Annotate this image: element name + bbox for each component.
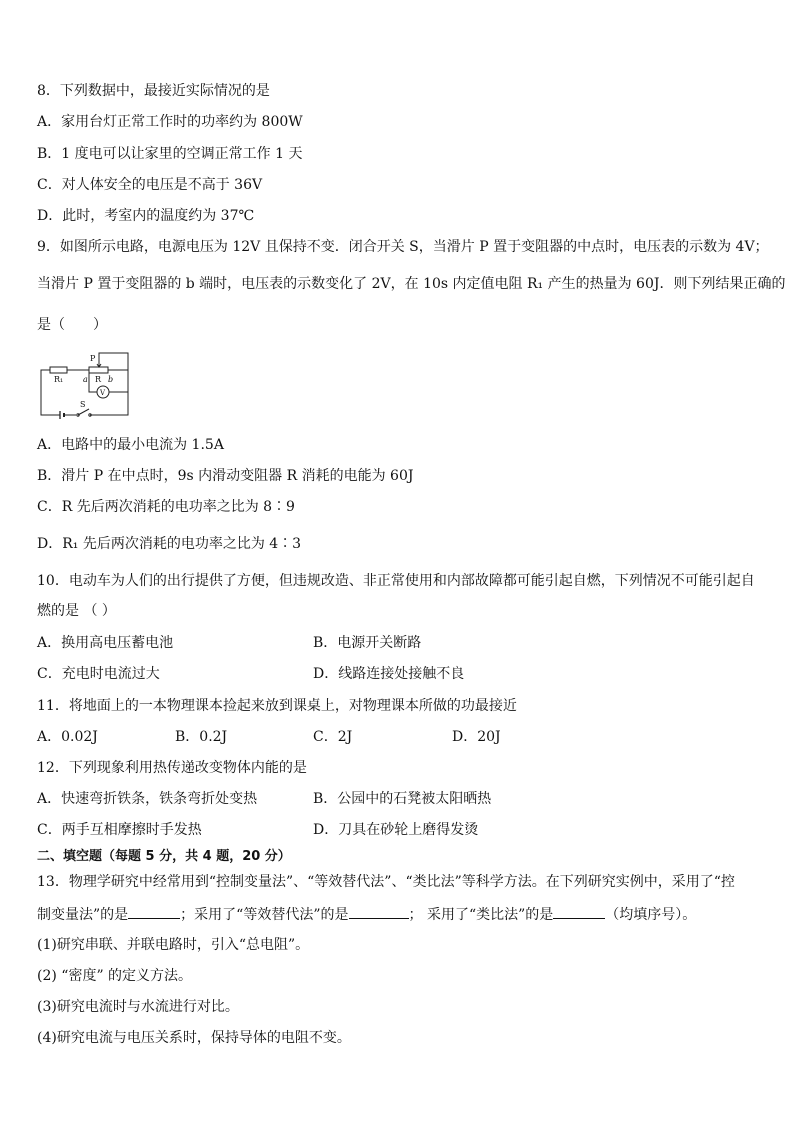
circuit-diagram	[36, 350, 136, 420]
q12-option-c: C．两手互相摩擦时手发热	[37, 822, 202, 838]
q9-stem-line1: 9．如图所示电路，电源电压为 12V 且保持不变．闭合开关 S，当滑片 P 置于变阻器的中点时，电压表的示数为 4V；	[37, 239, 769, 255]
q12-option-d: D．刀具在砂轮上磨得发烫	[313, 822, 479, 838]
label-v: V	[100, 389, 106, 397]
q13-stem-part3: ； 采用了“类比法”的是	[408, 907, 554, 923]
label-p: P	[90, 354, 96, 363]
q10-option-d: D．线路连接处接触不良	[313, 666, 465, 682]
r1-resistor	[50, 367, 67, 373]
q9-option-c: C．R 先后两次消耗的电功率之比为 8∶9	[37, 499, 295, 515]
q12-option-a: A．快速弯折铁条，铁条弯折处变热	[37, 791, 258, 807]
q13-blank-analogy[interactable]	[553, 905, 605, 919]
q9-stem-line2: 当滑片 P 置于变阻器的 b 端时，电压表的示数变化了 2V，在 10s 内定值电阻 R₁ 产生的热量为 60J．则下列结果正确的	[37, 276, 786, 292]
label-b: b	[108, 375, 114, 384]
q9-option-d: D．R₁ 先后两次消耗的电功率之比为 4∶3	[37, 536, 302, 552]
q10-stem-line1: 10．电动车为人们的出行提供了方便，但违规改造、非正常使用和内部故障都可能引起自燃，下列情况不可能引起自	[37, 573, 755, 589]
label-r1: R₁	[54, 375, 64, 384]
q11-option-d: D．20J	[452, 729, 501, 745]
label-r: R	[95, 375, 102, 384]
q9-option-a: A．电路中的最小电流为 1.5A	[37, 437, 224, 453]
q13-item-3: (3)研究电流时与水流进行对比。	[37, 999, 239, 1015]
q13-stem-part2: ；采用了“等效替代法”的是	[180, 907, 349, 923]
q8-option-a: A．家用台灯正常工作时的功率约为 800W	[37, 114, 303, 130]
q8-option-b: B．1 度电可以让家里的空调正常工作 1 天	[37, 146, 303, 162]
q11-option-c: C．2J	[313, 729, 353, 745]
q10-option-b: B．电源开关断路	[313, 635, 422, 651]
label-s: S	[80, 400, 86, 409]
q13-blank-control[interactable]	[128, 905, 180, 919]
q8-stem: 8．下列数据中，最接近实际情况的是	[37, 83, 270, 99]
label-a: a	[83, 375, 88, 384]
q9-stem-line3: 是（ ）	[37, 317, 107, 333]
q11-stem: 11．将地面上的一本物理课本捡起来放到课桌上，对物理课本所做的功最接近	[37, 698, 517, 714]
q10-stem-line2: 燃的是 （ ）	[37, 603, 116, 619]
q13-item-2: (2) “密度” 的定义方法。	[37, 968, 193, 984]
switch-lever	[78, 409, 89, 415]
q13-stem-part4: （均填序号）。	[605, 907, 697, 923]
q13-blank-equivalent[interactable]	[349, 905, 409, 919]
q13-item-4: (4)研究电流与电压关系时，保持导体的电阻不变。	[37, 1030, 351, 1046]
q8-option-d: D．此时，考室内的温度约为 37℃	[37, 208, 255, 224]
q11-option-b: B．0.2J	[175, 729, 228, 745]
q13-stem-part1: 制变量法”的是	[37, 907, 129, 923]
q8-option-c: C．对人体安全的电压是不高于 36V	[37, 177, 263, 193]
q13-item-1: (1)研究串联、并联电路时，引入“总电阻”。	[37, 937, 310, 953]
q13-stem-line1: 13．物理学研究中经常用到“控制变量法”、“等效替代法”、“类比法”等科学方法。在下列研究实例中，采用了“控	[37, 874, 735, 890]
rheostat	[89, 367, 108, 373]
q12-stem: 12．下列现象利用热传递改变物体内能的是	[37, 760, 307, 776]
q10-option-a: A．换用高电压蓄电池	[37, 635, 174, 651]
q12-option-b: B．公园中的石凳被太阳晒热	[313, 791, 492, 807]
q10-option-c: C．充电时电流过大	[37, 666, 160, 682]
q11-option-a: A．0.02J	[37, 729, 98, 745]
q9-option-b: B．滑片 P 在中点时，9s 内滑动变阻器 R 消耗的电能为 60J	[37, 468, 414, 484]
section-title: 二、填空题（每题 5 分，共 4 题，20 分）	[37, 849, 291, 864]
q13-stem-line2	[37, 905, 696, 924]
